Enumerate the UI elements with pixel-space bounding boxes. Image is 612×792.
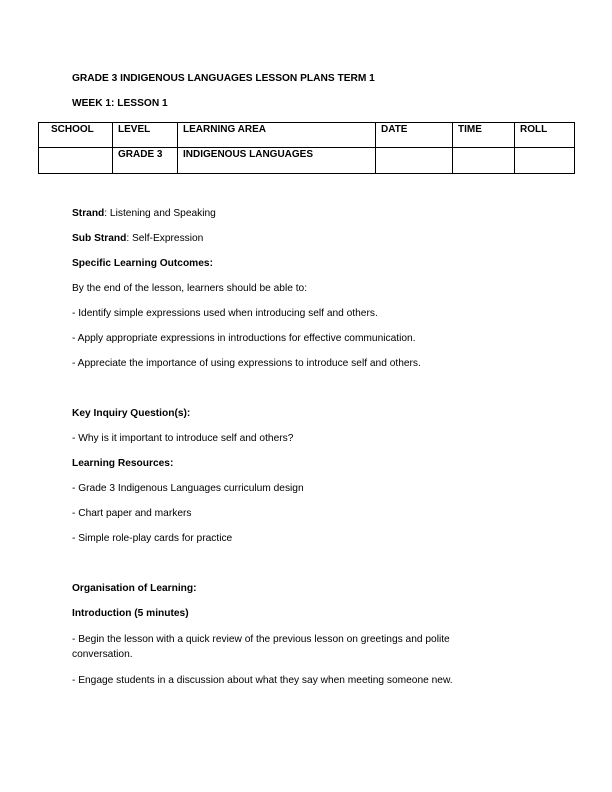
list-item: - Engage students in a discussion about what they say when meeting someone new.: [72, 675, 453, 686]
cell-date: [376, 148, 453, 174]
list-item: - Begin the lesson with a quick review of the previous lesson on greetings and polite conversation.: [72, 634, 450, 660]
outcomes-heading: Specific Learning Outcomes:: [72, 258, 213, 269]
sub-strand-label: Sub Strand: [72, 233, 127, 244]
strand-line: [72, 208, 216, 220]
header-date: DATE: [376, 123, 453, 148]
table-header-row: [39, 123, 575, 148]
inquiry-heading: Key Inquiry Question(s):: [72, 408, 191, 419]
sub-strand-line: [72, 233, 203, 245]
list-item: - Chart paper and markers: [72, 508, 192, 519]
list-item: - Apply appropriate expressions in introductions for effective communication.: [72, 333, 416, 344]
cell-level: GRADE 3: [113, 148, 178, 174]
table-row: [39, 148, 575, 174]
list-item: - Identify simple expressions used when introducing self and others.: [72, 308, 378, 319]
header-time: TIME: [453, 123, 515, 148]
strand-value: : Listening and Speaking: [104, 208, 216, 219]
introduction-heading: Introduction (5 minutes): [72, 608, 189, 619]
organisation-heading: Organisation of Learning:: [72, 583, 197, 594]
outcomes-intro: By the end of the lesson, learners should be able to:: [72, 283, 308, 294]
cell-school: [39, 148, 113, 174]
header-level: LEVEL: [113, 123, 178, 148]
cell-roll: [515, 148, 575, 174]
cell-learning-area: INDIGENOUS LANGUAGES: [178, 148, 376, 174]
list-item: - Why is it important to introduce self and others?: [72, 433, 294, 444]
document-title: GRADE 3 INDIGENOUS LANGUAGES LESSON PLANS TERM 1: [72, 73, 375, 84]
resources-heading: Learning Resources:: [72, 458, 174, 469]
header-roll: ROLL: [515, 123, 575, 148]
lesson-info-table: [38, 122, 575, 174]
header-learning-area: LEARNING AREA: [178, 123, 376, 148]
header-school: SCHOOL: [39, 123, 113, 148]
week-lesson-heading: WEEK 1: LESSON 1: [72, 98, 168, 109]
sub-strand-value: : Self-Expression: [126, 233, 204, 244]
strand-label: Strand: [72, 208, 105, 219]
cell-time: [453, 148, 515, 174]
list-item: - Simple role-play cards for practice: [72, 533, 233, 544]
list-item: - Appreciate the importance of using expressions to introduce self and others.: [72, 358, 421, 369]
list-item: - Grade 3 Indigenous Languages curriculum design: [72, 483, 304, 494]
